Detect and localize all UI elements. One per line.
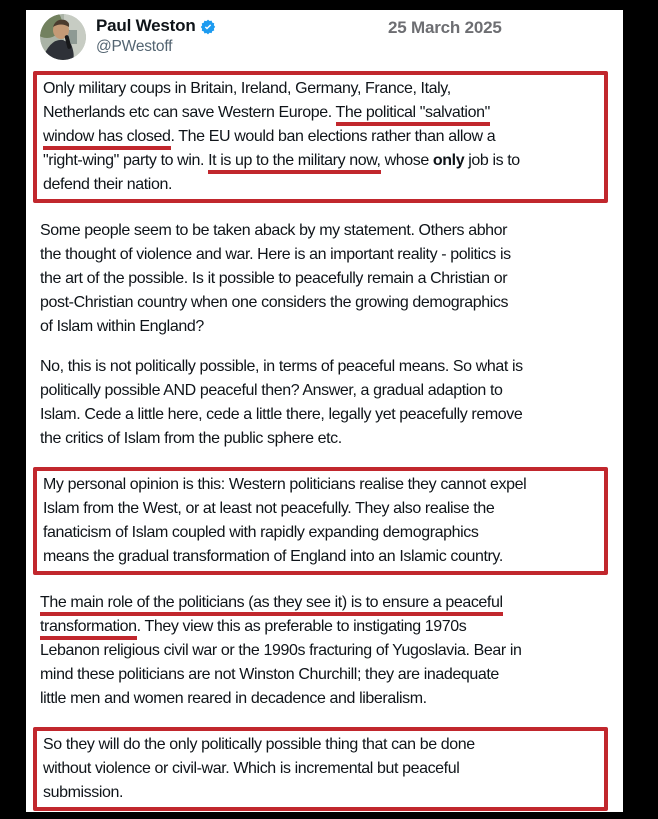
tweet-date[interactable]: 25 March 2025: [388, 18, 502, 37]
text-segment: job is to: [464, 152, 520, 169]
annotation-boxed-paragraph: [33, 467, 608, 575]
bold-text: only: [432, 152, 465, 169]
text-segment: Islam. Cede a little here, cede a little there, legally yet peacefully remove: [40, 406, 523, 423]
tweet-line: [40, 687, 609, 711]
tweet-line: [40, 663, 609, 687]
tweet-line: [43, 733, 598, 757]
tweet-line: [40, 615, 609, 639]
tweet-line: [43, 473, 598, 497]
tweet-line: [40, 379, 609, 403]
red-underlined-phrase: transformation: [40, 618, 137, 640]
tweet-line: [43, 149, 598, 173]
text-segment: Lebanon religious civil war or the 1990s fracturing of Yugoslavia. Bear in: [40, 642, 522, 659]
text-segment: . They view this as preferable to instigating 1970s: [136, 618, 467, 635]
text-segment: Only military coups in Britain, Ireland, Germany, France, Italy,: [43, 80, 451, 97]
tweet-line: [40, 315, 609, 339]
red-underlined-phrase: The main role of the politicians (as they see it) is to ensure a peaceful: [40, 594, 503, 616]
text-segment: . The EU would ban elections rather than allow a: [170, 128, 496, 145]
text-segment: politically possible AND peaceful then? Answer, a gradual adaption to: [40, 382, 503, 399]
text-segment: the thought of violence and war. Here is an important reality - politics is: [40, 246, 511, 263]
text-segment: without violence or civil-war. Which is incremental but peaceful: [43, 760, 460, 777]
text-segment: Islam from the West, or at least not peacefully. They also realise the: [43, 500, 495, 517]
text-segment: of Islam within England?: [40, 318, 204, 335]
tweet-body: [40, 71, 609, 811]
tweet-line: [43, 781, 598, 805]
text-segment: little men and women reared in decadence and liberalism.: [40, 690, 427, 707]
annotation-boxed-paragraph: [33, 727, 608, 811]
tweet-line: [40, 427, 609, 451]
tweet-line: [43, 77, 598, 101]
name-row: [96, 16, 216, 36]
text-segment: post-Christian country when one considers the growing demographics: [40, 294, 509, 311]
display-name[interactable]: Paul Weston: [96, 16, 196, 35]
user-handle[interactable]: @PWestoff: [96, 38, 173, 55]
text-segment: No, this is not politically possible, in terms of peaceful means. So what is: [40, 358, 523, 375]
tweet-line: [43, 545, 598, 569]
tweet-line: [40, 403, 609, 427]
text-segment: the art of the possible. Is it possible to peacefully remain a Christian or: [40, 270, 508, 287]
text-segment: means the gradual transformation of England into an Islamic country.: [43, 548, 503, 565]
text-segment: whose: [380, 152, 433, 169]
tweet-line: [40, 291, 609, 315]
tweet-line: [40, 639, 609, 663]
red-underlined-phrase: It is up to the military now,: [208, 152, 380, 174]
tweet-header: [40, 14, 609, 60]
text-segment: the critics of Islam from the public sphere etc.: [40, 430, 342, 447]
profile-photo-icon: [40, 14, 86, 60]
tweet-line: [43, 497, 598, 521]
tweet-line: [40, 591, 609, 615]
tweet-line: [40, 219, 609, 243]
tweet-line: [40, 267, 609, 291]
tweet-paragraph: [40, 355, 609, 451]
red-underlined-phrase: window has closed: [43, 128, 171, 150]
tweet-card: [26, 10, 623, 812]
text-segment: So they will do the only politically possible thing that can be done: [43, 736, 475, 753]
text-segment: Some people seem to be taken aback by my statement. Others abhor: [40, 222, 508, 239]
tweet-line: [43, 173, 598, 197]
red-underlined-phrase: The political "salvation": [336, 104, 490, 126]
verified-badge-icon: [200, 19, 216, 35]
tweet-line: [43, 125, 598, 149]
identity-block: [96, 16, 216, 60]
tweet-line: [40, 355, 609, 379]
tweet-line: [43, 757, 598, 781]
text-segment: mind these politicians are not Winston Churchill; they are inadequate: [40, 666, 499, 683]
text-segment: Netherlands etc can save Western Europe.: [43, 104, 336, 121]
tweet-line: [43, 521, 598, 545]
tweet-paragraph: [40, 219, 609, 339]
tweet-line: [40, 243, 609, 267]
text-segment: submission.: [43, 784, 124, 801]
text-segment: defend their nation.: [43, 176, 172, 193]
text-segment: fanaticism of Islam coupled with rapidly expanding demographics: [43, 524, 479, 541]
avatar[interactable]: [40, 14, 86, 60]
tweet-line: [43, 101, 598, 125]
text-segment: My personal opinion is this: Western politicians realise they cannot expel: [43, 476, 527, 493]
text-segment: "right-wing" party to win.: [43, 152, 209, 169]
tweet-paragraph: [40, 591, 609, 711]
annotation-boxed-paragraph: [33, 71, 608, 203]
